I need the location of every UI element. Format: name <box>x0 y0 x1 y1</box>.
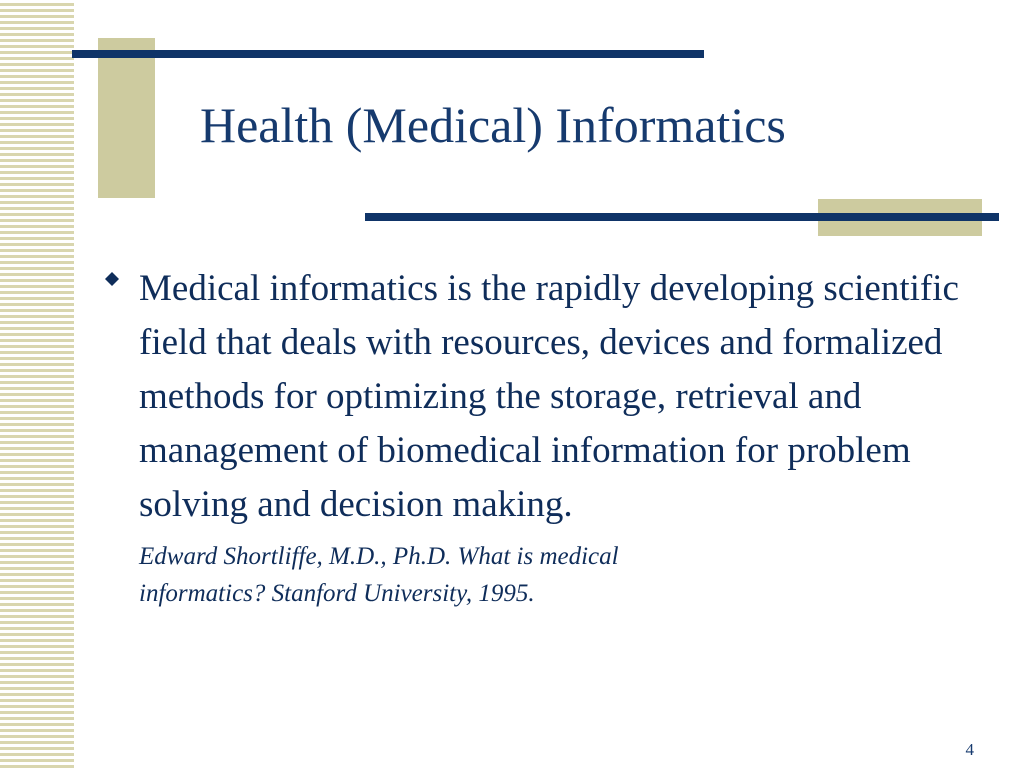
top-accent-block <box>98 38 155 198</box>
bullet-text: Medical informatics is the rapidly developing scientific field that deals with resources, devices and formalized methods for optimizing the storage, retrieval and management of biomedical information for problem solving and decision making. <box>139 268 959 525</box>
slide-title: Health (Medical) Informatics <box>200 97 786 153</box>
top-divider-rule <box>72 50 704 58</box>
bottom-divider-rule <box>365 213 999 221</box>
bullet-item <box>105 262 985 612</box>
left-stripe-decoration <box>0 0 74 768</box>
diamond-bullet-icon <box>105 272 119 286</box>
citation-line-2: informatics? Stanford University, 1995. <box>139 580 535 607</box>
citation-line-1: Edward Shortliffe, M.D., Ph.D. What is medical <box>139 543 619 570</box>
citation <box>139 538 985 612</box>
page-number: 4 <box>965 740 974 759</box>
